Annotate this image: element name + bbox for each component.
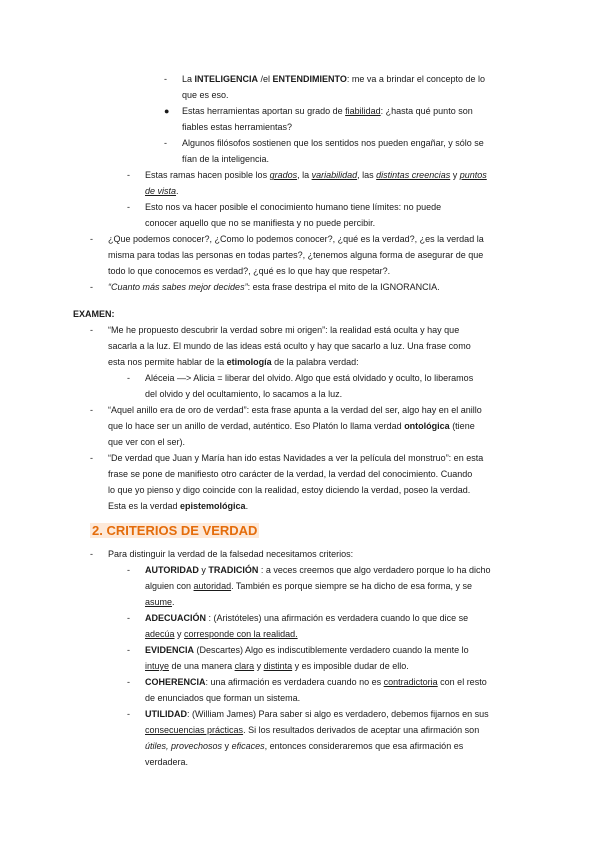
paragraph-line: fían de la inteligencia. [182,154,270,164]
bullet-dash: - [164,138,167,148]
bullet-dash: - [90,234,93,244]
bullet-dash: - [90,405,93,415]
paragraph-line: misma para todas las personas en todas partes?, ¿tenemos alguna forma de asegurar de que [108,250,484,260]
bullet-dash: - [127,202,130,212]
paragraph-line: EVIDENCIA (Descartes) Algo es indiscutiblemente verdadero cuando la mente lo [145,645,469,655]
paragraph-line: de vista. [145,186,179,196]
paragraph-line: útiles, provechosos y eficaces, entonces consideraremos que esa afirmación es [145,741,464,751]
exam-title: EXAMEN: [73,309,115,319]
paragraph-line: Estas ramas hacen posible los grados, la variabilidad, las distintas creencias y puntos [145,170,487,180]
bullet-dash: - [127,565,130,575]
paragraph-line: de enunciados que forman un sistema. [145,693,301,703]
paragraph-line: que ver con el ser). [108,437,186,447]
paragraph-line: “De verdad que Juan y María han ido estas Navidades a ver la película del monstruo”: en esta [108,453,484,463]
paragraph-line: Para distinguir la verdad de la falsedad necesitamos criterios: [108,549,354,559]
paragraph-line: “Me he propuesto descubrir la verdad sobre mi origen”: la realidad está oculta y hay que [108,325,460,335]
paragraph-line: verdadera. [145,757,189,767]
paragraph-line: UTILIDAD: (William James) Para saber si algo es verdadero, debemos fijarnos en sus [145,709,489,719]
bullet-dash: - [90,282,93,292]
bullet-dash: - [127,677,130,687]
paragraph-line: ADECUACIÓN : (Aristóteles) una afirmación es verdadera cuando lo que dice se [145,613,469,623]
paragraph-line: COHERENCIA: una afirmación es verdadera cuando no es contradictoria con el resto [145,677,487,687]
paragraph-line: La INTELIGENCIA /el ENTENDIMIENTO: me va a brindar el concepto de lo [182,74,485,84]
bullet-dash: - [127,613,130,623]
paragraph-line: asume. [145,597,175,607]
paragraph-line: del olvido y del ocultamiento, lo sacamos a la luz. [145,389,343,399]
paragraph-line: “Cuanto más sabes mejor decides”: esta frase destripa el mito de la IGNORANCIA. [108,282,440,292]
paragraph-line: esta nos permite hablar de la etimología de la palabra verdad: [108,357,359,367]
bullet-dash: - [164,74,167,84]
bullet-dash: - [127,170,130,180]
paragraph-line: adecúa y corresponde con la realidad. [145,629,298,639]
section-heading: 2. CRITERIOS DE VERDAD [92,523,258,538]
bullet-dot: ● [164,106,170,116]
paragraph-line: todo lo que conocemos es verdad?, ¿qué es lo que hay que respetar?. [108,266,391,276]
paragraph-line: Aléceia —> Alicia = liberar del olvido. Algo que está olvidado y oculto, lo liberamos [145,373,474,383]
paragraph-line: sacarla a la luz. El mundo de las ideas está oculto y hay que sacarlo a luz. Una frase como [108,341,471,351]
paragraph-line: ¿Que podemos conocer?, ¿Como lo podemos conocer?, ¿qué es la verdad?, ¿es la verdad la [108,234,484,244]
bullet-dash: - [90,549,93,559]
bullet-dash: - [90,453,93,463]
paragraph-line: AUTORIDAD y TRADICIÓN : a veces creemos que algo verdadero porque lo ha dicho [145,565,491,575]
paragraph-line: que es eso. [182,90,229,100]
paragraph-line: alguien con autoridad. También es porque siempre se ha dicho de esa forma, y se [145,581,473,591]
paragraph-line: conocer aquello que no se manifiesta y no puede percibir. [145,218,376,228]
paragraph-line: “Aquel anillo era de oro de verdad”: esta frase apunta a la verdad del ser, algo hay en el anillo [108,405,482,415]
bullet-dash: - [127,645,130,655]
bullet-dash: - [90,325,93,335]
paragraph-line: que lo hace ser un anillo de verdad, auténtico. Eso Platón lo llama verdad ontológica (tiene [108,421,475,431]
paragraph-line: fiables estas herramientas? [182,122,293,132]
paragraph-line: lo que yo pienso y digo coincide con la realidad, estoy diciendo la verdad, poseo la verdad. [108,485,471,495]
paragraph-line: Esta es la verdad epistemológica. [108,501,249,511]
paragraph-line: frase se pone de manifiesto otro carácter de la verdad, la verdad del conocimiento. Cuando [108,469,473,479]
paragraph-line: consecuencias prácticas. Si los resultados derivados de aceptar una afirmación son [145,725,480,735]
paragraph-line: intuye de una manera clara y distinta y es imposible dudar de ello. [145,661,409,671]
bullet-dash: - [127,373,130,383]
paragraph-line: Estas herramientas aportan su grado de fiabilidad: ¿hasta qué punto son [182,106,473,116]
bullet-dash: - [127,709,130,719]
paragraph-line: Algunos filósofos sostienen que los sentidos nos pueden engañar, y sólo se [182,138,484,148]
paragraph-line: Esto nos va hacer posible el conocimiento humano tiene límites: no puede [145,202,442,212]
